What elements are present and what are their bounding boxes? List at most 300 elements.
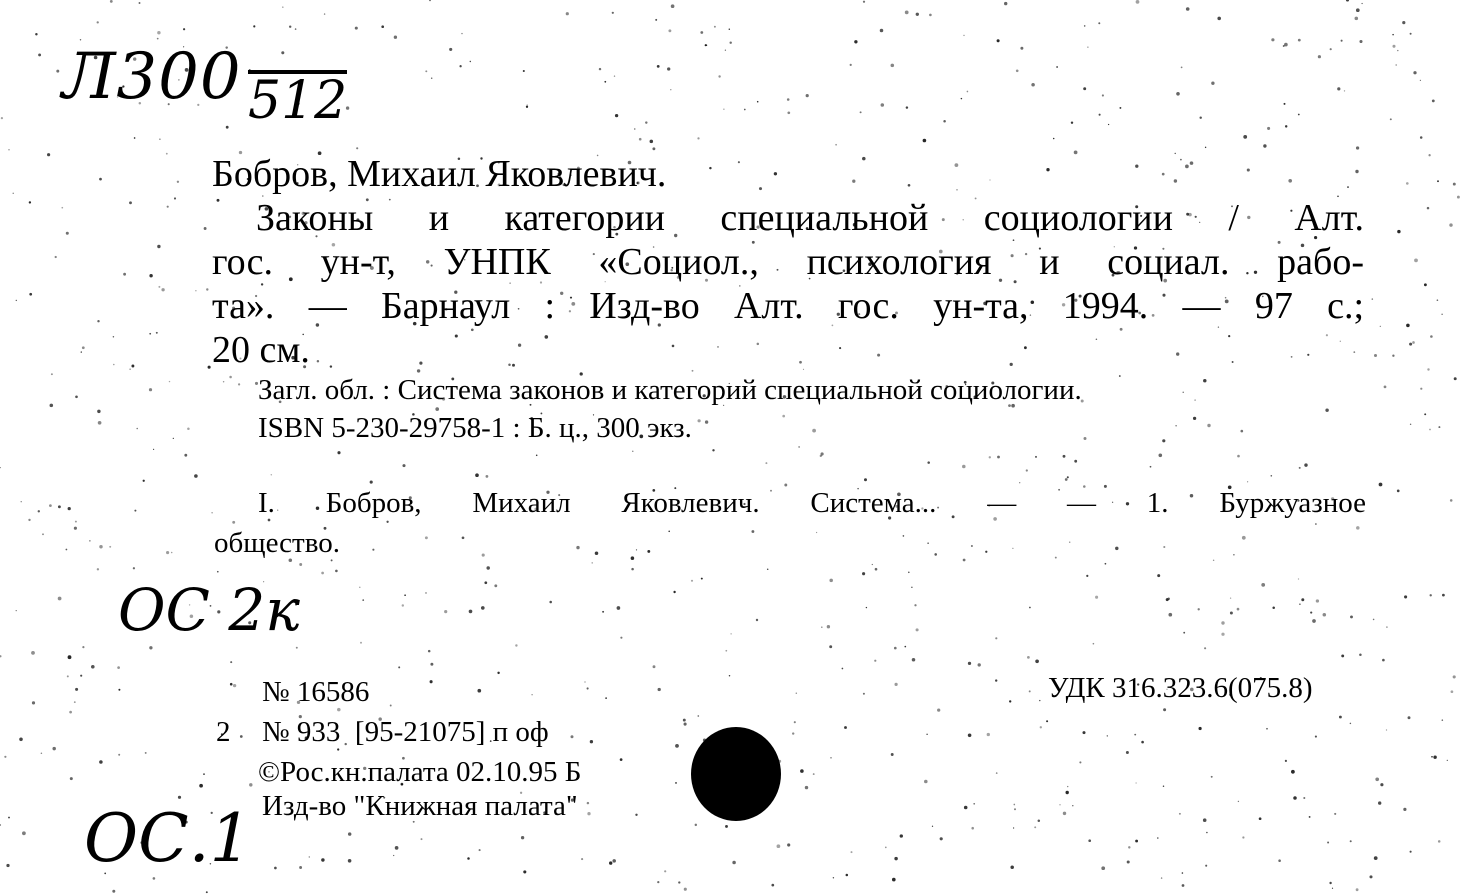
speckle-dot [481,606,485,610]
speckle-dot [1272,606,1275,609]
speckle-dot [1136,0,1140,4]
speckle-dot [1134,734,1136,736]
shelfmark-sub-text: 512 [248,71,348,131]
tracing-line-1: I. Бобров, Михаил Яковлевич. Система... — — 1. Буржуазное [258,487,1366,519]
speckle-dot [620,637,622,639]
speckle-dot [187,428,190,431]
speckle-dot [459,65,461,67]
speckle-dot [230,661,232,663]
speckle-dot [1271,38,1274,41]
speckle-dot [675,782,677,784]
speckle-dot [744,109,746,111]
speckle-dot [914,604,916,606]
speckle-dot [1329,882,1331,884]
speckle-dot [324,13,325,14]
speckle-dot [1206,832,1208,834]
speckle-dot [1010,363,1013,366]
speckle-dot [19,738,23,742]
speckle-dot [1167,598,1170,601]
speckle-dot [653,665,656,668]
speckle-dot [470,61,471,62]
speckle-dot [21,501,22,502]
speckle-dot [370,481,373,484]
udc-line: УДК 316.323.6(075.8) [1048,672,1313,704]
speckle-dot [612,859,616,863]
speckle-dot [1442,594,1445,597]
speckle-dot [1034,826,1036,828]
speckle-dot [158,286,160,288]
speckle-dot [584,681,585,682]
speckle-dot [684,723,687,726]
speckle-dot [16,610,17,611]
speckle-dot [705,420,708,423]
speckle-dot [1325,408,1328,411]
speckle-dot [1291,356,1293,358]
speckle-dot [1221,621,1224,624]
speckle-dot [634,128,635,129]
speckle-dot [697,715,699,717]
speckle-dot [1115,547,1118,550]
speckle-dot [968,734,972,738]
speckle-dot [1424,283,1427,286]
speckle-dot [1086,575,1088,577]
speckle-dot [684,888,687,891]
speckle-dot [1020,47,1023,50]
speckle-dot [38,53,41,56]
speckle-dot [1384,386,1387,389]
speckle-dot [725,50,726,51]
speckle-dot [50,404,54,408]
speckle-dot [1284,43,1288,47]
speckle-dot [916,13,919,16]
speckle-dot [109,546,111,548]
speckle-dot [29,293,32,296]
speckle-dot [1437,299,1439,301]
speckle-dot [527,104,528,105]
speckle-dot [1410,33,1412,35]
speckle-dot [566,12,569,15]
speckle-dot [1432,100,1435,103]
speckle-dot [1304,463,1307,466]
speckle-dot [8,149,9,150]
speckle-dot [508,363,511,366]
speckle-dot [348,832,351,835]
speckle-dot [1392,34,1394,36]
speckle-dot [1284,103,1286,105]
speckle-dot [97,320,99,322]
speckle-dot [289,25,291,27]
tracing-line-2: общество. [214,527,340,559]
speckle-dot [812,429,816,433]
speckle-dot [725,825,728,828]
speckle-dot [1330,48,1332,50]
speckle-dot [82,646,84,648]
speckle-dot [923,139,927,143]
speckle-dot [169,381,170,382]
speckle-dot [1271,475,1273,477]
speckle-dot [1135,840,1138,843]
speckle-dot [56,70,59,73]
speckle-dot [1406,182,1409,185]
speckle-dot [587,687,589,689]
speckle-dot [1176,92,1180,96]
speckle-dot [425,592,426,593]
speckle-dot [49,504,52,507]
speckle-dot [479,849,481,851]
speckle-dot [1318,55,1321,58]
speckle-dot [1221,633,1224,636]
speckle-dot [494,584,497,587]
speckle-dot [908,572,910,574]
speckle-dot [229,376,232,379]
speckle-dot [905,11,909,15]
speckle-dot [253,25,255,27]
speckle-dot [799,361,802,364]
speckle-dot [757,101,759,103]
speckle-dot [765,462,767,464]
speckle-dot [133,567,135,569]
speckle-dot [58,597,62,601]
speckle-dot [157,31,160,34]
speckle-dot [1213,560,1214,561]
speckle-dot [827,625,830,628]
speckle-dot [668,531,670,533]
speckle-dot [161,288,164,291]
speckle-dot [52,747,55,750]
speckle-dot [995,679,997,681]
speckle-dot [872,564,873,565]
speckle-dot [926,734,927,735]
speckle-dot [1341,654,1344,657]
speckle-dot [226,126,229,129]
speckle-dot [1013,804,1015,806]
speckle-dot [904,646,906,648]
speckle-dot [658,688,661,691]
speckle-dot [997,39,1000,42]
speckle-dot [1341,40,1343,42]
speckle-dot [61,207,63,209]
speckle-dot [1199,116,1201,118]
speckle-dot [701,578,703,580]
speckle-dot [605,697,607,699]
speckle-dot [402,464,405,467]
speckle-dot [1056,66,1058,68]
speckle-dot [592,562,593,563]
speckle-dot [337,451,340,454]
speckle-dot [1428,154,1430,156]
speckle-dot [639,138,642,141]
speckle-dot [1356,888,1359,891]
speckle-dot [723,109,724,110]
speckle-dot [1359,654,1362,657]
speckle-dot [22,831,26,835]
speckle-dot [129,201,132,204]
speckle-dot [67,675,69,677]
speckle-dot [1261,583,1265,587]
speckle-dot [1309,816,1311,818]
speckle-dot [1361,3,1362,4]
speckle-dot [927,542,928,543]
speckle-dot [1285,125,1287,127]
speckle-dot [28,519,30,521]
speckle-dot [203,773,205,775]
shelfmark-sub [248,70,348,131]
speckle-dot [1337,87,1340,90]
speckle-dot [821,452,824,455]
speckle-dot [1108,124,1109,125]
speckle-dot [149,646,152,649]
speckle-dot [0,655,2,657]
speckle-dot [1157,837,1159,839]
speckle-dot [1427,207,1430,210]
speckle-dot [940,837,943,840]
speckle-dot [1437,180,1439,182]
speckle-dot [98,421,102,425]
speckle-dot [1163,786,1164,787]
title-line-2: гос. ун-т, УНПК «Социол., психология и социал. рабо- [212,241,1364,283]
speckle-dot [1119,107,1121,109]
speckle-dot [1181,67,1183,69]
speckle-dot [178,796,181,799]
speckle-dot [1179,813,1181,815]
speckle-dot [967,91,969,93]
speckle-dot [1390,118,1392,120]
speckle-dot [348,859,352,863]
speckle-dot [1291,770,1295,774]
speckle-dot [862,572,865,575]
speckle-dot [398,666,400,668]
speckle-dot [149,274,152,277]
speckle-dot [484,581,487,584]
speckle-dot [1105,563,1107,565]
speckle-dot [1088,839,1091,842]
speckle-dot [1038,819,1041,822]
speckle-dot [971,827,974,830]
speckle-dot [844,726,847,729]
cover-title-note: Загл. обл. : Система законов и категорий специальной социологии. [258,374,1082,406]
speckle-dot [900,834,903,837]
speckle-dot [1259,817,1262,820]
speckle-dot [576,546,579,549]
speckle-dot [419,362,422,365]
speckle-dot [1150,466,1152,468]
speckle-dot [204,227,207,230]
speckle-dot [430,680,433,683]
speckle-dot [1120,328,1123,331]
speckle-dot [581,858,583,860]
speckle-dot [881,103,885,107]
speckle-dot [390,705,392,707]
speckle-dot [431,77,432,78]
speckle-dot [851,851,853,853]
speckle-dot [99,178,102,181]
speckle-dot [771,884,774,887]
speckle-dot [1453,675,1456,678]
speckle-dot [1004,2,1007,5]
speckle-dot [850,64,852,66]
speckle-dot [223,381,224,382]
speckle-dot [536,455,538,457]
speckle-dot [1307,354,1309,356]
speckle-dot [206,891,208,893]
speckle-dot [652,147,655,150]
speckle-dot [1375,777,1379,781]
speckle-dot [1315,736,1317,738]
speckle-dot [1243,135,1247,139]
speckle-dot [906,106,908,108]
speckle-dot [599,68,601,70]
speckle-dot [1009,700,1011,702]
speckle-dot [697,419,700,422]
speckle-dot [908,184,911,187]
speckle-dot [602,611,604,613]
speckle-dot [756,619,758,621]
speckle-dot [1450,499,1453,502]
speckle-dot [862,157,866,161]
speckle-dot [1326,334,1328,336]
speckle-dot [877,354,880,357]
speckle-dot [1053,138,1055,140]
speckle-dot [885,847,887,849]
speckle-dot [129,369,130,370]
speckle-dot [1194,399,1196,401]
speckle-dot [1266,728,1268,730]
speckle-dot [512,364,515,367]
speckle-dot [1193,417,1196,420]
speckle-dot [891,64,895,68]
speckle-dot [1024,346,1027,349]
speckle-dot [429,0,431,1]
speckle-dot [692,370,694,372]
speckle-dot [497,672,499,674]
speckle-dot [35,33,37,35]
speckle-dot [1029,690,1031,692]
speckle-dot [381,25,384,28]
speckle-dot [1205,147,1206,148]
speckle-dot [1447,760,1448,761]
speckle-dot [299,866,302,869]
speckle-dot [271,474,272,475]
speckle-dot [518,344,521,347]
speckle-dot [1163,546,1165,548]
speckle-dot [274,867,277,870]
speckle-dot [1413,71,1416,74]
speckle-dot [864,478,867,481]
speckle-dot [647,550,650,553]
speckle-dot [800,769,804,773]
speckle-dot [82,346,85,349]
speckle-dot [1083,87,1086,90]
speckle-dot [97,410,100,413]
speckle-dot [1347,186,1349,188]
speckle-dot [153,877,156,880]
speckle-dot [892,878,896,882]
speckle-dot [697,137,699,139]
speckle-dot [1127,860,1130,863]
speckle-dot [863,693,865,695]
speckle-dot [217,571,219,573]
number-line: № 16586 [262,676,370,708]
speckle-dot [1334,813,1336,815]
speckle-dot [51,373,53,375]
speckle-dot [821,626,823,628]
speckle-dot [609,861,612,864]
speckle-dot [249,783,252,786]
speckle-dot [803,369,804,370]
speckle-dot [1412,341,1415,344]
speckle-dot [55,256,57,258]
speckle-dot [321,572,324,575]
speckle-dot [230,683,233,686]
speckle-dot [1424,413,1426,415]
speckle-dot [1429,429,1431,431]
speckle-dot [895,683,898,686]
handwritten-mark-2: ОС.1 [84,800,252,877]
shelfmark [62,40,242,114]
speckle-dot [964,806,968,810]
speckle-dot [208,366,211,369]
speckle-dot [683,719,686,722]
speckle-dot [1135,782,1136,783]
speckle-dot [1101,866,1105,870]
speckle-dot [989,456,991,458]
speckle-dot [184,454,187,457]
speckle-dot [69,711,72,714]
speckle-dot [700,31,703,34]
speckle-dot [1355,17,1359,21]
speckle-dot [645,121,647,123]
speckle-dot [156,332,158,334]
speckle-dot [813,773,815,775]
tracing-block [258,485,1366,521]
speckle-dot [963,35,964,36]
speckle-dot [1420,388,1422,390]
speckle-dot [1119,375,1121,377]
speckle-dot [987,733,990,736]
speckle-dot [1442,719,1444,721]
speckle-dot [68,507,71,510]
speckle-dot [835,144,837,146]
speckle-dot [486,475,489,478]
speckle-dot [171,552,173,554]
speckle-dot [631,568,634,571]
speckle-dot [355,27,358,30]
speckle-dot [428,650,431,653]
speckle-dot [1408,716,1411,719]
speckle-dot [997,456,1000,459]
speckle-dot [1029,607,1031,609]
speckle-dot [523,870,526,873]
publisher-line: Изд-во "Книжная палата" [262,790,578,822]
speckle-dot [113,336,115,338]
speckle-dot [42,533,44,535]
speckle-dot [751,530,754,533]
speckle-dot [1247,481,1248,482]
speckle-dot [631,556,635,560]
speckle-dot [1374,354,1377,357]
speckle-dot [1431,756,1433,758]
speckle-dot [402,604,404,606]
speckle-dot [1457,196,1460,199]
speckle-dot [482,554,485,557]
speckle-dot [1093,643,1095,645]
speckle-dot [118,689,120,691]
speckle-dot [732,861,736,865]
speckle-dot [66,232,69,235]
speckle-dot [934,553,937,556]
speckle-dot [604,81,606,83]
speckle-dot [718,75,720,77]
